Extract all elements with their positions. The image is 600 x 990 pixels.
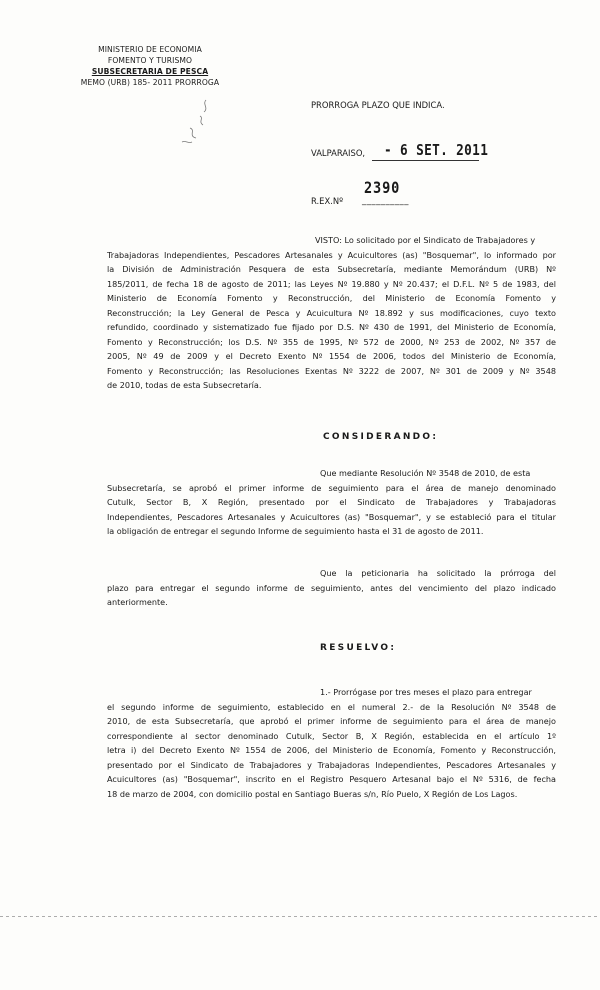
date-underline (372, 160, 479, 161)
visto-line: Trabajadoras Independientes, Pescadores Artesanales y Acuicultores (as) "Bosquemar", lo informado por (107, 249, 556, 260)
visto-line: Fomento y Reconstrucción; las Resoluciones Exentas Nº 3222 de 2007, Nº 301 de 2009 y Nº 3548 (107, 365, 556, 376)
visto-line: 185/2011, de fecha 18 de agosto de 2011; las Leyes Nº 19.880 y Nº 20.437; el D.F.L. Nº 5 de 1983, del (107, 278, 556, 289)
visto-line: 2005, Nº 49 de 2009 y el Decreto Exento Nº 1554 de 2006, todos del Ministerio de Economía, (107, 351, 556, 361)
resuelvo-line: 18 de marzo de 2004, con domicilio postal en Santiago Bueras s/n, Río Puelo, X Región de Los Lagos. (107, 788, 518, 799)
ministry-name: MINISTERIO DE ECONOMIA (98, 45, 202, 54)
resolution-number: 2390 (364, 178, 401, 197)
resuelvo-line: correspondiente al sector denominado Cutulk, Sector B, X Región, establecida en el artículo 1º (107, 730, 556, 741)
ministry-name-line2: FOMENTO Y TURISMO (107, 56, 193, 65)
resolution-label: R.EX.Nº (311, 196, 344, 206)
resuelvo-heading: RESUELVO: (320, 643, 397, 653)
memo-reference: MEMO (URB) 185- 2011 PRORROGA (80, 78, 220, 87)
resolution-dashes: __________ (362, 195, 409, 205)
resuelvo-line: 2010, de esta Subsecretaría, que aprobó el primer informe de seguimiento para el área de manejo (107, 716, 556, 726)
subsecretaria-name: SUBSECRETARIA DE PESCA (91, 67, 209, 76)
resuelvo-line: el segundo informe de seguimiento, establecido en el numeral 2.- de la Resolución Nº 3548 de (107, 701, 556, 712)
considerando-line: plazo para entregar el segundo informe de seguimiento, antes del vencimiento del plazo indicado (107, 582, 556, 593)
resuelvo-paragraph (107, 685, 556, 801)
considerando-heading: CONSIDERANDO: (323, 432, 439, 442)
considerando-line: la obligación de entregar el segundo Informe de seguimiento hasta el 31 de agosto de 2011. (107, 526, 484, 536)
resuelvo-line: 1.- Prorrógase por tres meses el plazo para entregar (320, 687, 532, 697)
visto-line: de 2010, todas de esta Subsecretaría. (107, 380, 262, 390)
considerando-line: Que la peticionaria ha solicitado la prórroga del (320, 568, 556, 578)
visto-line: la División de Administración Pesquera de esta Subsecretaría, mediante Memorándum (URB) Nº (107, 264, 556, 274)
ministry-header (60, 44, 240, 88)
considerando-paragraph-2 (107, 566, 556, 610)
place-label: VALPARAISO, (311, 148, 366, 158)
date-stamp: - 6 SET. 2011 (384, 141, 489, 159)
considerando-paragraph-1 (107, 466, 556, 539)
considerando-line: Subsecretaría, se aprobó el primer informe de seguimiento para el área de manejo denominado (107, 482, 556, 493)
resuelvo-line: presentado por el Sindicato de Trabajadores y Trabajadoras Independientes, Pescadores Artesanales y (107, 759, 556, 770)
scan-edge-line (0, 916, 600, 917)
considerando-line: Cutulk, Sector B, X Región, presentado por el Sindicato de Trabajadores y Trabajadoras (107, 497, 556, 507)
considerando-line: anteriormente. (107, 597, 168, 607)
document-title: PRORROGA PLAZO QUE INDICA. (311, 100, 445, 110)
visto-paragraph (107, 233, 556, 393)
resuelvo-line: letra i) del Decreto Exento Nº 1554 de 2006, del Ministerio de Economía, Fomento y Reconstrucción, (107, 745, 556, 755)
considerando-line: Independientes, Pescadores Artesanales y Acuicultores (as) "Bosquemar", y se estableció para el titular (107, 511, 556, 522)
visto-line: Reconstrucción; la Ley General de Pesca y Acuicultura Nº 18.892 y sus modificaciones, cuyo texto (107, 307, 556, 318)
handwritten-mark-icon (176, 98, 216, 146)
resuelvo-line: Acuicultores (as) "Bosquemar", inscrito en el Registro Pesquero Artesanal bajo el Nº 5316, de fecha (107, 774, 556, 784)
visto-line: Fomento y Reconstrucción; los D.S. Nº 355 de 1995, Nº 572 de 2000, Nº 253 de 2002, Nº 357 de (107, 336, 556, 347)
considerando-line: Que mediante Resolución Nº 3548 de 2010, de esta (320, 468, 531, 478)
visto-line: Ministerio de Economía Fomento y Reconstrucción, del Ministerio de Economía Fomento y (107, 293, 556, 303)
visto-line: VISTO: Lo solicitado por el Sindicato de Trabajadores y (315, 235, 536, 245)
visto-line: refundido, coordinado y sistematizado fue fijado por D.S. Nº 430 de 1991, del Ministerio de Economía, (107, 322, 556, 332)
